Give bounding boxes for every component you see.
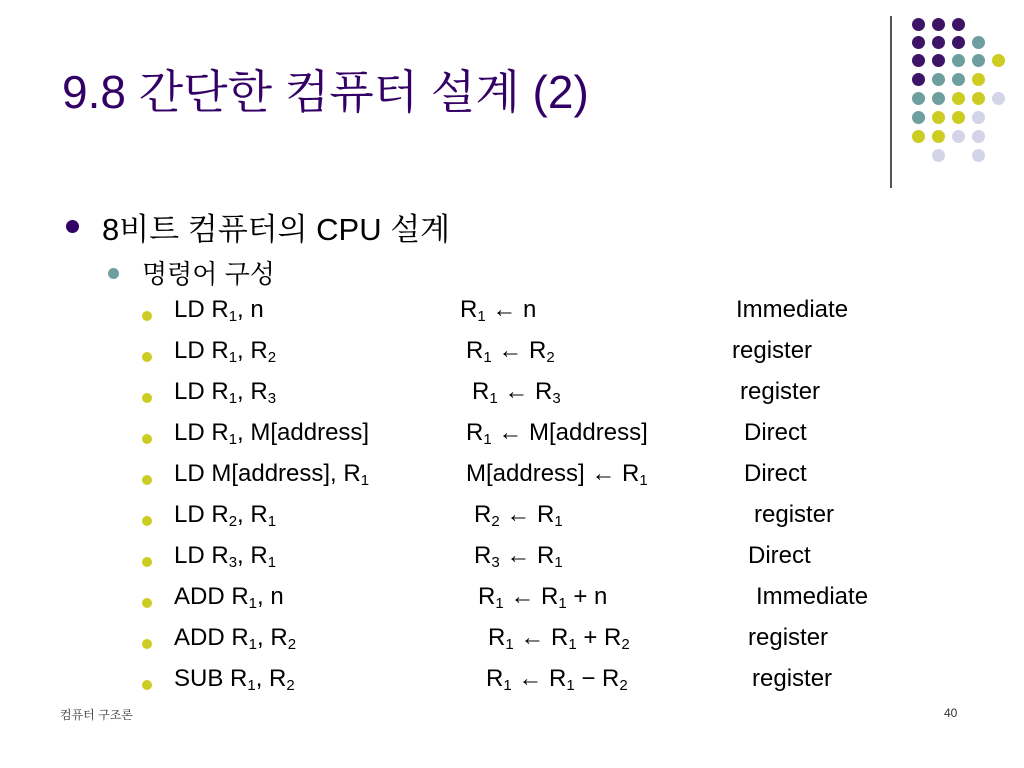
divider-line (890, 16, 892, 188)
addressing-mode: register (740, 378, 821, 405)
decorative-dot (992, 92, 1005, 105)
instruction-mnemonic: LD $R_1$, M[address] (174, 419, 370, 448)
decorative-dot (912, 130, 925, 143)
decorative-dot (972, 92, 985, 105)
decorative-dot (932, 36, 945, 49)
bullet-dot-icon (142, 434, 152, 444)
instruction-operation: $R_1$ ← $R_3$ (472, 378, 561, 407)
instruction-mnemonic: LD M[address], $R_1$ (174, 460, 370, 489)
instruction-mnemonic: ADD $R_1$, n (174, 583, 284, 612)
decorative-dot (952, 18, 965, 31)
instruction-mnemonic: LD $R_1$, $R_2$ (174, 337, 277, 366)
addressing-mode: Immediate (736, 296, 849, 323)
instruction-row (0, 296, 1024, 336)
instruction-operation: $R_3$ ← $R_1$ (474, 542, 563, 571)
slide-title: 9.8 간단한 컴퓨터 설계 (2) (62, 66, 589, 118)
decorative-dot (992, 54, 1005, 67)
instruction-operation: $R_1$ ← $R_1 - R_2$ (486, 665, 628, 694)
bullet-dot-icon (142, 680, 152, 690)
decorative-dot (912, 73, 925, 86)
decorative-dot (932, 149, 945, 162)
addressing-mode: register (754, 501, 835, 528)
instruction-operation: $R_1$ ← $R_1 + R_2$ (488, 624, 630, 653)
instruction-mnemonic: LD $R_1$, n (174, 296, 264, 325)
instruction-row (0, 501, 1024, 541)
decorative-dot (952, 111, 965, 124)
instruction-row (0, 460, 1024, 500)
instruction-row (0, 665, 1024, 705)
addressing-mode: register (752, 665, 833, 692)
instruction-operation: $R_2$ ← $R_1$ (474, 501, 563, 530)
decorative-dot (932, 130, 945, 143)
bullet-dot-icon (142, 393, 152, 403)
bullet-dot-icon (142, 516, 152, 526)
instruction-mnemonic: ADD $R_1$, $R_2$ (174, 624, 297, 653)
instruction-operation: $R_1$ ← $R_2$ (466, 337, 555, 366)
decorative-dot (952, 130, 965, 143)
instruction-mnemonic: SUB $R_1$, $R_2$ (174, 665, 295, 694)
bullet-dot-icon (142, 475, 152, 485)
bullet-dot-icon (142, 311, 152, 321)
instruction-mnemonic: LD $R_1$, $R_3$ (174, 378, 277, 407)
decorative-dot (932, 111, 945, 124)
decorative-dot (952, 54, 965, 67)
decorative-dot (932, 54, 945, 67)
instruction-operation: $R_1$ ← $R_1 + n$ (478, 583, 608, 612)
addressing-mode: Direct (744, 460, 807, 487)
instruction-row (0, 378, 1024, 418)
decorative-dot (972, 130, 985, 143)
addressing-mode: register (748, 624, 829, 651)
instruction-mnemonic: LD $R_2$, $R_1$ (174, 501, 277, 530)
decorative-dot (952, 36, 965, 49)
instruction-operation: $R_1$ ← M[address] (466, 419, 648, 448)
addressing-mode: Direct (748, 542, 811, 569)
bullet-dot-icon (142, 598, 152, 608)
addressing-mode: register (732, 337, 813, 364)
bullet-level1-text: 8비트 컴퓨터의 CPU 설계 (102, 212, 451, 247)
bullet-dot-icon (142, 352, 152, 362)
bullet-dot-icon (66, 220, 79, 233)
instruction-row (0, 337, 1024, 377)
addressing-mode: Direct (744, 419, 807, 446)
bullet-level2-text: 명령어 구성 (142, 259, 275, 289)
decorative-dot (912, 54, 925, 67)
bullet-dot-icon (142, 557, 152, 567)
decorative-dot (952, 73, 965, 86)
page-number: 40 (944, 706, 958, 720)
instruction-row (0, 583, 1024, 623)
instruction-mnemonic: LD $R_3$, $R_1$ (174, 542, 277, 571)
decorative-dot (912, 36, 925, 49)
instruction-row (0, 419, 1024, 459)
decorative-dot (972, 73, 985, 86)
decorative-dot (932, 18, 945, 31)
decorative-dot (972, 36, 985, 49)
decorative-dot (932, 92, 945, 105)
decorative-dot (952, 92, 965, 105)
footer-title: 컴퓨터 구조론 (60, 708, 133, 722)
instruction-row (0, 542, 1024, 582)
decorative-dot (972, 111, 985, 124)
decorative-dot (912, 18, 925, 31)
instruction-row (0, 624, 1024, 664)
decorative-dot (972, 149, 985, 162)
decorative-dot (972, 54, 985, 67)
decorative-dot (912, 92, 925, 105)
bullet-dot-icon (142, 639, 152, 649)
bullet-dot-icon (108, 268, 119, 279)
decorative-dot (912, 111, 925, 124)
decorative-dot (932, 73, 945, 86)
instruction-operation: M[address] ← $R_1$ (466, 460, 648, 489)
instruction-operation: $R_1$ ← n (460, 296, 537, 325)
addressing-mode: Immediate (756, 583, 869, 610)
